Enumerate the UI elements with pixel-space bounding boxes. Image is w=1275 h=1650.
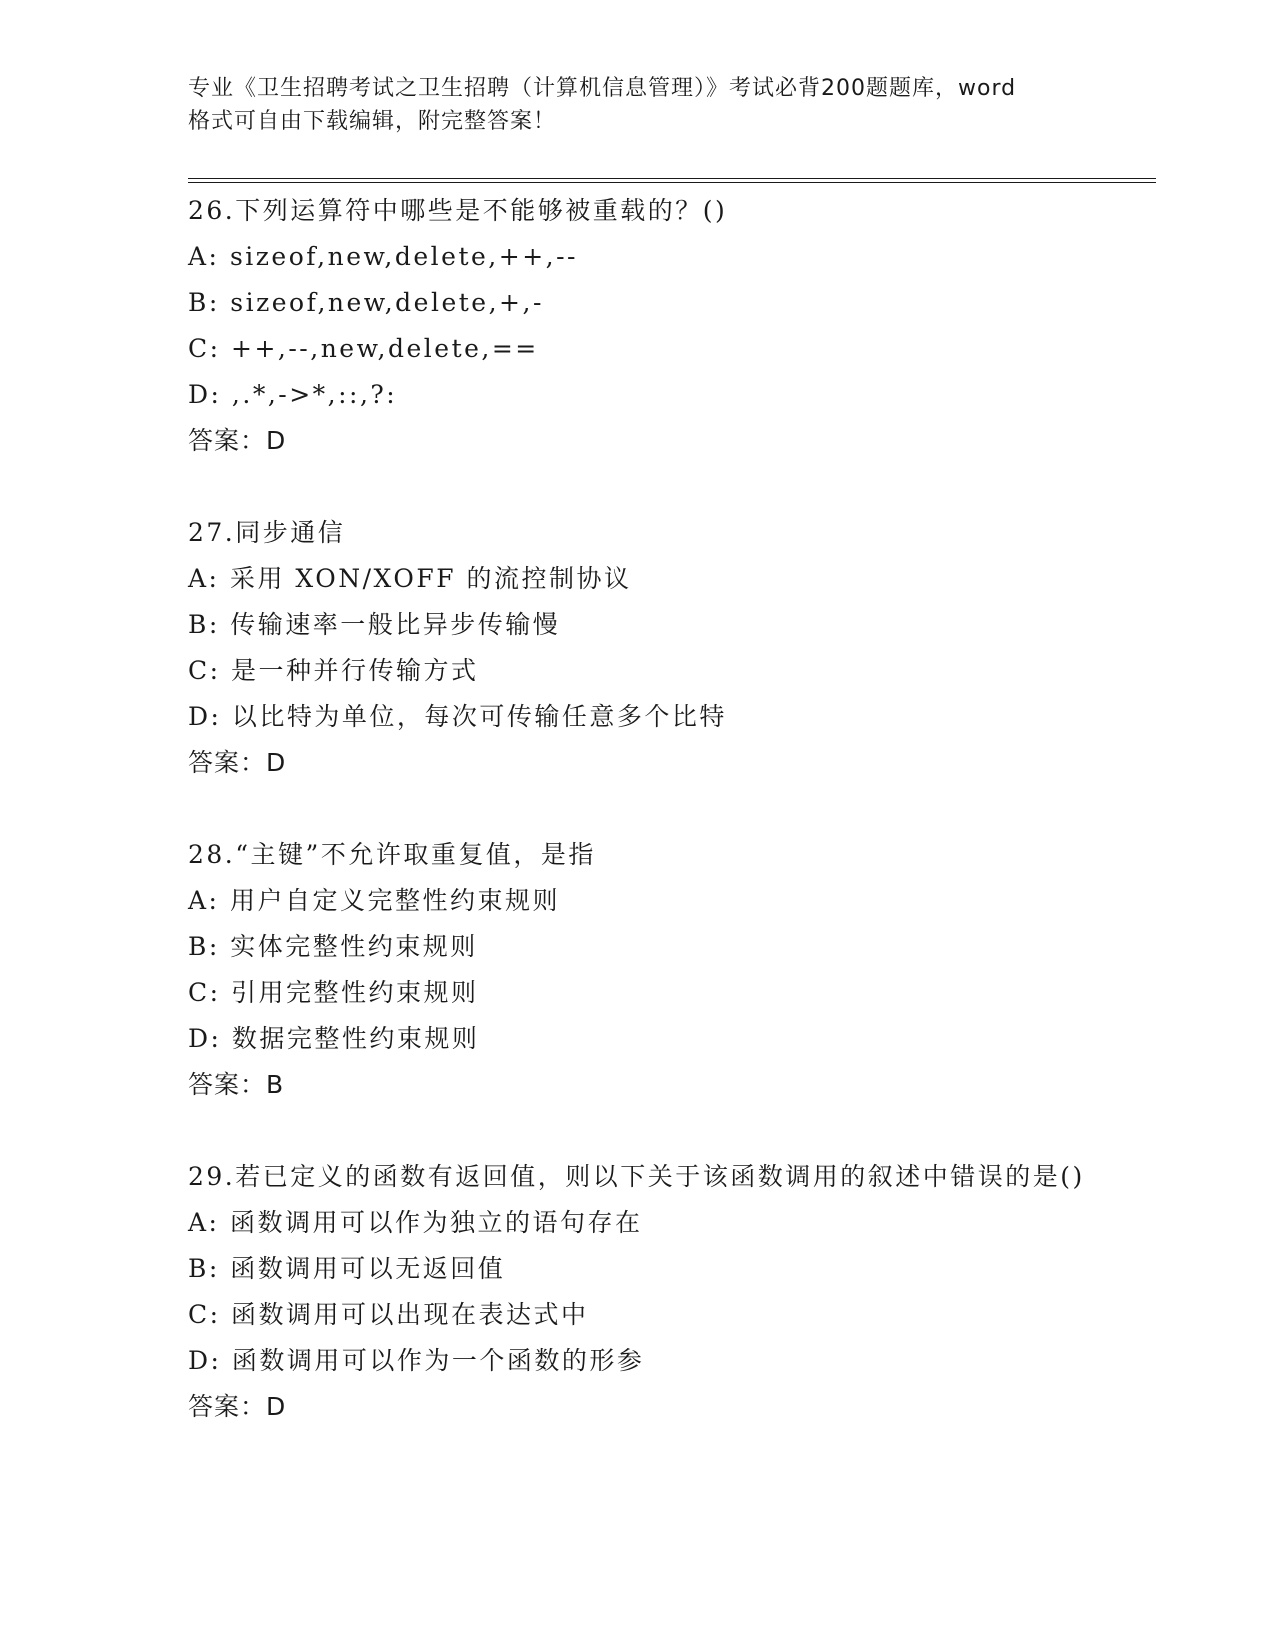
question-29 — [188, 1154, 1088, 1430]
option-letter: D: — [188, 1024, 222, 1053]
option-b — [188, 924, 1088, 970]
question-stem: 26.下列运算符中哪些是不能够被重载的？() — [188, 196, 728, 225]
document-header — [188, 72, 1088, 138]
option-d — [188, 694, 1088, 740]
option-c — [188, 326, 1088, 372]
option-c — [188, 1292, 1088, 1338]
option-text: ++,--,new,delete,== — [231, 334, 539, 363]
option-a — [188, 234, 1088, 280]
option-letter: B: — [188, 288, 220, 317]
option-letter: C: — [188, 334, 221, 363]
option-letter: C: — [188, 656, 221, 685]
option-letter: B: — [188, 1254, 220, 1283]
option-text: 实体完整性约束规则 — [230, 932, 478, 961]
question-26 — [188, 188, 1088, 464]
answer-line: 答案：B — [188, 1070, 285, 1099]
option-text: 函数调用可以作为独立的语句存在 — [229, 1208, 643, 1237]
option-d — [188, 1338, 1088, 1384]
option-a — [188, 878, 1088, 924]
option-text: 以比特为单位，每次可传输任意多个比特 — [231, 702, 727, 731]
option-d — [188, 372, 1088, 418]
option-text: 函数调用可以出现在表达式中 — [231, 1300, 589, 1329]
option-text: 引用完整性约束规则 — [231, 978, 479, 1007]
option-text: sizeof,new,delete,++,-- — [229, 242, 578, 271]
option-text: 数据完整性约束规则 — [231, 1024, 480, 1053]
option-text: 是一种并行传输方式 — [231, 656, 479, 685]
option-b — [188, 602, 1088, 648]
question-stem: 29.若已定义的函数有返回值，则以下关于该函数调用的叙述中错误的是() — [188, 1162, 1085, 1191]
option-text: ,.*,->*,::,?: — [231, 380, 398, 409]
option-letter: C: — [188, 978, 221, 1007]
option-a — [188, 1200, 1088, 1246]
question-stem: 28.“主键”不允许取重复值，是指 — [188, 840, 596, 869]
question-list — [188, 188, 1088, 1476]
option-letter: A: — [188, 564, 220, 593]
option-text: 传输速率一般比异步传输慢 — [230, 610, 561, 639]
option-c — [188, 648, 1088, 694]
option-b — [188, 1246, 1088, 1292]
header-line-2: 格式可自由下载编辑，附完整答案！ — [188, 109, 557, 134]
option-letter: B: — [188, 610, 220, 639]
answer-line: 答案：D — [188, 748, 287, 777]
header-line-1: 专业《卫生招聘考试之卫生招聘（计算机信息管理）》考试必背200题题库，word — [188, 76, 1017, 101]
option-letter: B: — [188, 932, 220, 961]
option-letter: D: — [188, 702, 222, 731]
option-text: 函数调用可以作为一个函数的形参 — [231, 1346, 645, 1375]
answer-line: 答案：D — [188, 426, 287, 455]
header-divider — [188, 178, 1156, 179]
question-stem: 27.同步通信 — [188, 518, 346, 547]
option-letter: C: — [188, 1300, 221, 1329]
option-letter: D: — [188, 1346, 222, 1375]
answer-line: 答案：D — [188, 1392, 287, 1421]
option-text: 用户自定义完整性约束规则 — [229, 886, 560, 915]
option-text: 函数调用可以无返回值 — [230, 1254, 506, 1283]
option-letter: A: — [188, 886, 220, 915]
option-c — [188, 970, 1088, 1016]
option-text: sizeof,new,delete,+,- — [230, 288, 544, 317]
question-27 — [188, 510, 1088, 786]
option-b — [188, 280, 1088, 326]
option-letter: D: — [188, 380, 222, 409]
option-text: 采用 XON/XOFF 的流控制协议 — [229, 564, 632, 593]
question-28 — [188, 832, 1088, 1108]
option-letter: A: — [188, 242, 220, 271]
option-a — [188, 556, 1088, 602]
option-d — [188, 1016, 1088, 1062]
option-letter: A: — [188, 1208, 220, 1237]
header-divider-2 — [188, 182, 1156, 183]
